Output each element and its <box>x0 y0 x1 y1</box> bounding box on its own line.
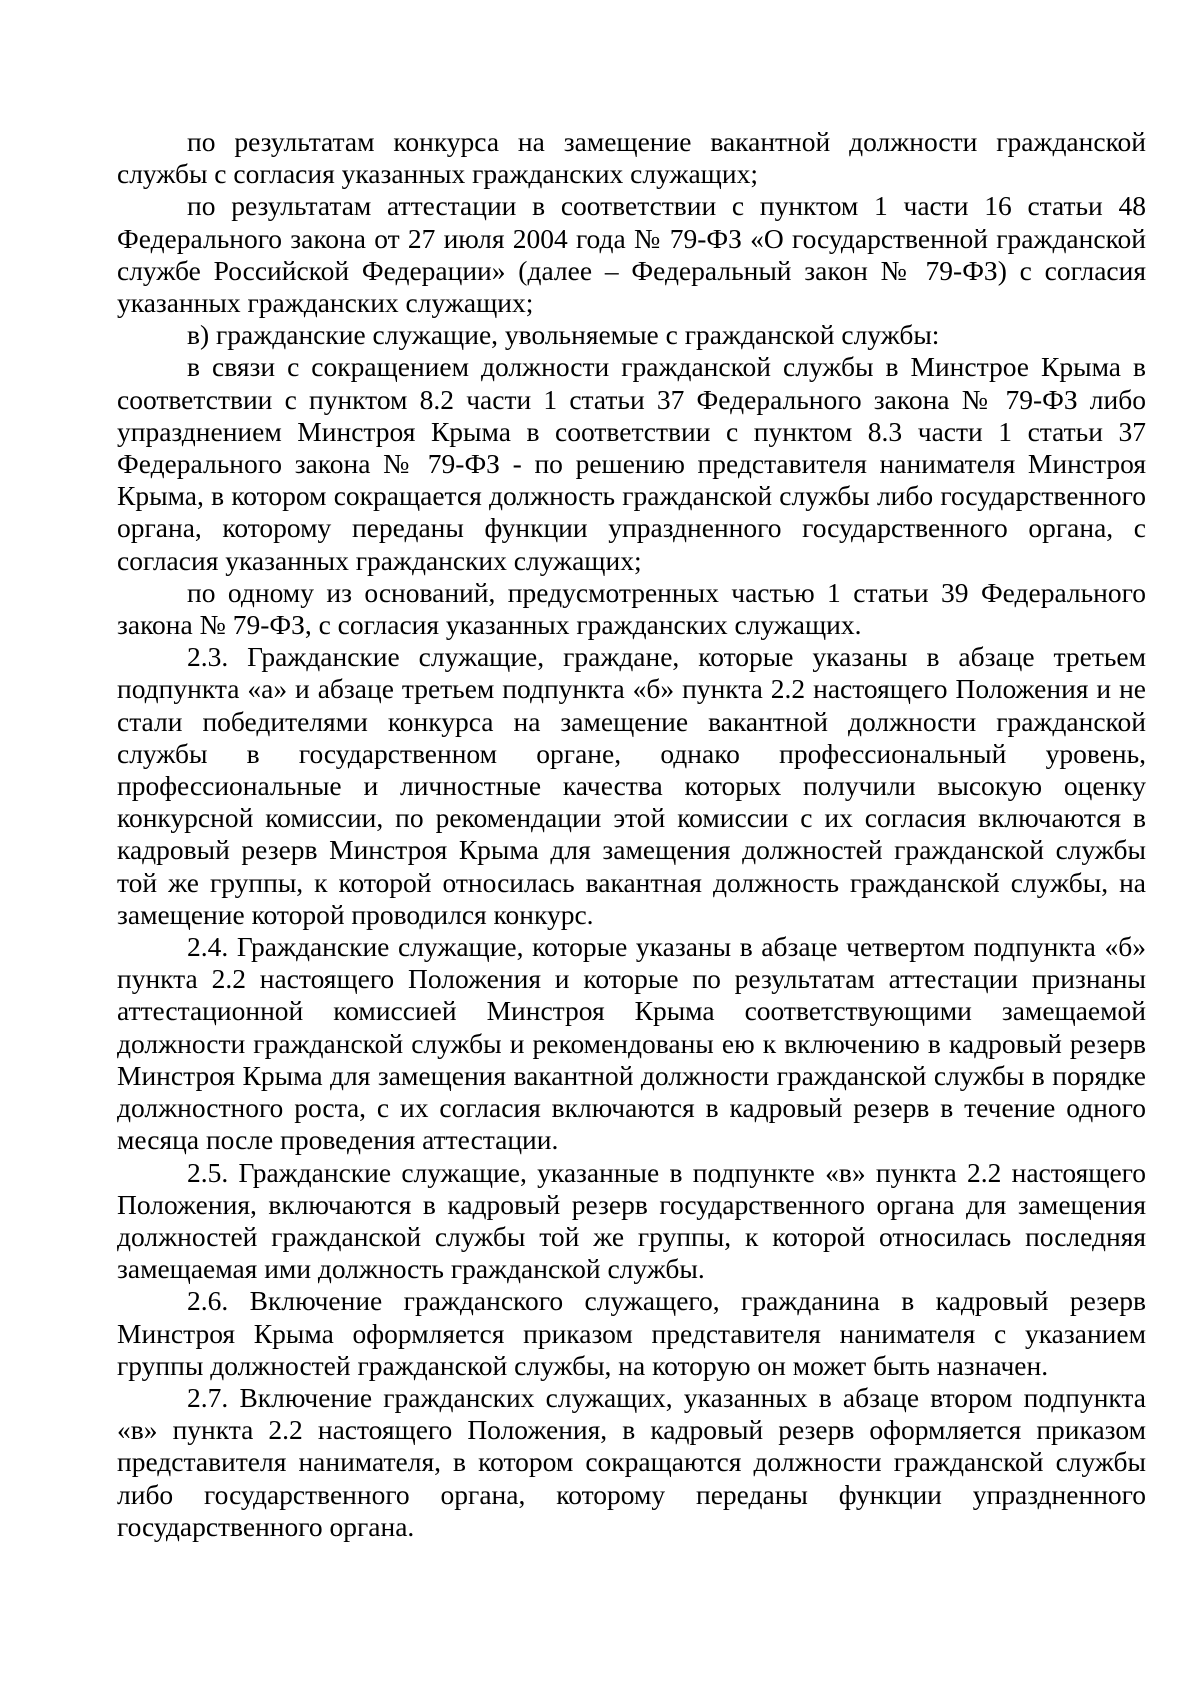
paragraph-2-7: 2.7. Включение гражданских служащих, указанных в абзаце втором подпункта «в» пункта 2.2 настоящего Положения, в кадровый резерв оформляется приказом представителя нанимателя, в котором сокращаются должности гражданской службы либо государственного органа, которому переданы функции упраздненного государственного органа. <box>117 1381 1146 1542</box>
paragraph-article-39: по одному из оснований, предусмотренных частью 1 статьи 39 Федерального закона № 79-ФЗ, с согласия указанных гражданских служащих. <box>117 576 1146 641</box>
paragraph-subpoint-v: в) гражданские служащие, увольняемые с гражданской службы: <box>187 319 940 351</box>
paragraph-attestation-results: по результатам аттестации в соответствии с пунктом 1 части 16 статьи 48 Федерального закона от 27 июля 2004 года № 79-ФЗ «О государственной гражданской службе Российской Федерации» (далее – Федеральный закон № 79-ФЗ) с согласия указанных гражданских служащих; <box>117 190 1146 319</box>
paragraph-2-6: 2.6. Включение гражданского служащего, гражданина в кадровый резерв Минстроя Крыма оформляется приказом представителя нанимателя с указанием группы должностей гражданской службы, на которую он может быть назначен. <box>117 1285 1146 1381</box>
paragraph-competition-results: по результатам конкурса на замещение вакантной должности гражданской службы с согласия указанных гражданских служащих; <box>117 126 1146 190</box>
paragraph-2-5: 2.5. Гражданские служащие, указанные в подпункте «в» пункта 2.2 настоящего Положения, включаются в кадровый резерв государственного органа для замещения должностей гражданской службы той же группы, к которой относилась последняя замещаемая ими должность гражданской службы. <box>117 1156 1146 1285</box>
paragraph-2-3: 2.3. Гражданские служащие, граждане, которые указаны в абзаце третьем подпункта «а» и абзаце третьем подпункта «б» пункта 2.2 настоящего Положения и не стали победителями конкурса на замещение вакантной должности гражданской службы в государственном органе, однако профессиональный уровень, профессиональные и личностные качества которых получили высокую оценку конкурсной комиссии, по рекомендации этой комиссии с их согласия включаются в кадровый резерв Минстроя Крыма для замещения должностей гражданской службы той же группы, к которой относилась вакантная должность гражданской службы, на замещение которой проводился конкурс. <box>117 641 1146 930</box>
document-page <box>117 126 1146 1543</box>
paragraph-2-4: 2.4. Гражданские служащие, которые указаны в абзаце четвертом подпункта «б» пункта 2.2 настоящего Положения и которые по результатам аттестации признаны аттестационной комиссией Минстроя Крыма соответствующими замещаемой должности гражданской службы и рекомендованы ею к включению в кадровый резерв Минстроя Крыма для замещения вакантной должности гражданской службы в порядке должностного роста, с их согласия включаются в кадровый резерв в течение одного месяца после проведения аттестации. <box>117 931 1146 1156</box>
paragraph-staff-reduction: в связи с сокращением должности гражданской службы в Минстрое Крыма в соответствии с пунктом 8.2 части 1 статьи 37 Федерального закона № 79-ФЗ либо упразднением Минстроя Крыма в соответствии с пунктом 8.3 части 1 статьи 37 Федерального закона № 79-ФЗ - по решению представителя нанимателя Минстроя Крыма, в котором сокращается должность гражданской службы либо государственного органа, которому переданы функции упраздненного государственного органа, с согласия указанных гражданских служащих; <box>117 351 1146 576</box>
